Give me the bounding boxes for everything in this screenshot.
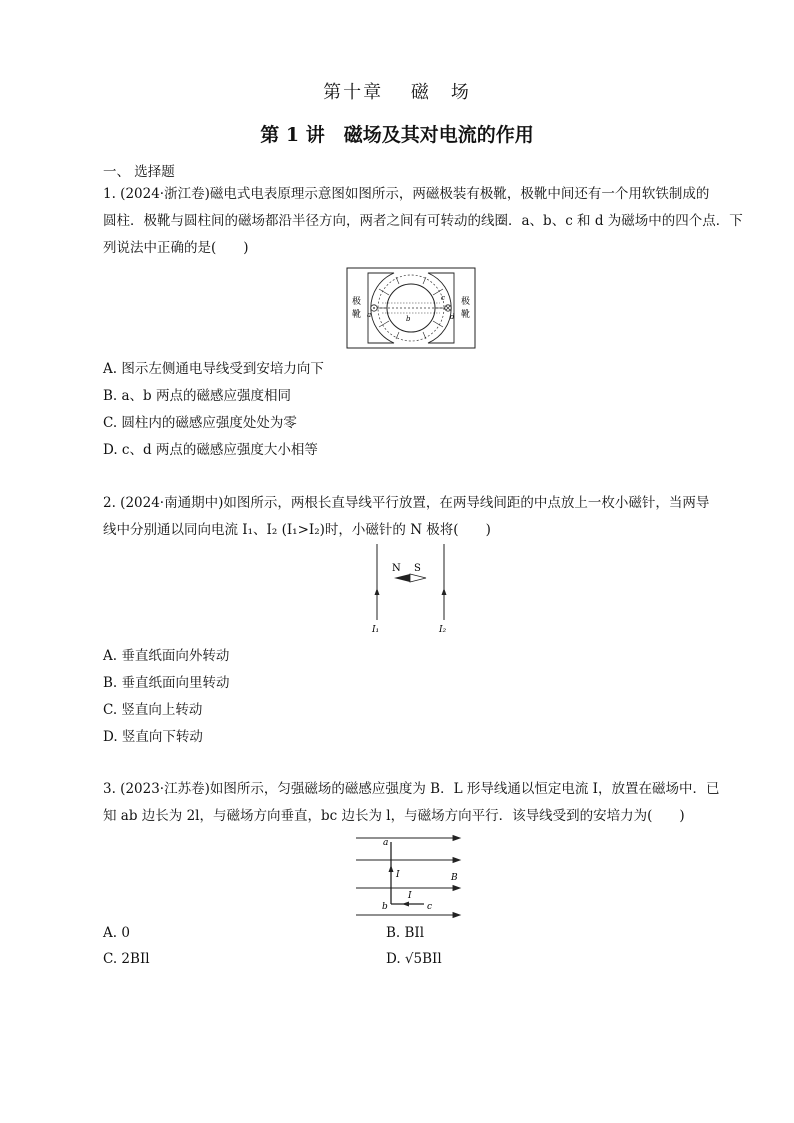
q3-option-b: B. BIl <box>386 925 425 941</box>
q3-current-arrow-vertical <box>389 865 394 872</box>
q2-current-arrow-2 <box>442 588 447 595</box>
chapter-title: 第十章 磁 场 <box>323 82 471 103</box>
q3-stem-line1: 3. (2023·江苏卷)如图所示，匀强磁场的磁感应强度为 B．L 形导线通以恒定电流 I，放置在磁场中．已 <box>103 781 720 797</box>
q1-option-d: D. c、d 两点的磁感应强度大小相等 <box>103 442 318 458</box>
q2-stem-line2: 线中分别通以同向电流 I₁、I₂ (I₁>I₂)时，小磁针的 N 极将( ) <box>103 522 491 538</box>
q2-label-i1: I₁ <box>372 625 380 635</box>
q1-meter-figure <box>346 267 476 349</box>
q3-option-a: A. 0 <box>103 925 130 941</box>
q3-label-i-horizontal: I <box>408 891 412 901</box>
q3-field-figure <box>356 832 466 922</box>
q1-left-pole-label-1: 极 <box>352 297 362 307</box>
q3-option-d: D. √5BIl <box>386 951 442 967</box>
q1-stem-line1: 1. (2024·浙江卷)磁电式电表原理示意图如图所示，两磁极装有极靴，极靴中间还有一个用软铁制成的 <box>103 186 710 202</box>
q1-point-a: a <box>367 311 372 319</box>
q3-current-arrow-horizontal <box>402 902 409 907</box>
q3-option-c: C. 2BIl <box>103 951 150 967</box>
q1-left-pole-label-2: 靴 <box>352 310 362 320</box>
section-heading: 一、 选择题 <box>103 164 175 180</box>
q1-option-b: B. a、b 两点的磁感应强度相同 <box>103 388 291 404</box>
q1-option-a: A. 图示左侧通电导线受到安培力向下 <box>103 361 324 377</box>
q2-option-d: D. 竖直向下转动 <box>103 729 203 745</box>
q3-stem-line2: 知 ab 边长为 2l，与磁场方向垂直，bc 边长为 l，与磁场方向平行．该导线受到的安培力为( ) <box>103 808 685 824</box>
q3-label-c: c <box>427 902 433 912</box>
q2-label-n: N <box>392 563 401 574</box>
lesson-title: 第 1 讲 磁场及其对电流的作用 <box>260 124 534 146</box>
q1-right-pole-label-2: 靴 <box>461 310 471 320</box>
q2-needle-north <box>394 574 410 582</box>
q1-stem-line3: 列说法中正确的是( ) <box>103 240 249 256</box>
q1-point-c: c <box>441 294 445 302</box>
q3-label-i-vertical: I <box>396 870 400 880</box>
q2-needle-south <box>410 574 426 582</box>
q1-stem-line2: 圆柱．极靴与圆柱间的磁场都沿半径方向，两者之间有可转动的线圈．a、b、c 和 d 为磁场中的四个点．下 <box>103 213 743 229</box>
q2-option-b: B. 垂直纸面向里转动 <box>103 675 230 691</box>
q2-stem-line1: 2. (2024·南通期中)如图所示，两根长直导线平行放置，在两导线间距的中点放上一枚小磁针，当两导 <box>103 495 710 511</box>
q1-point-d: d <box>450 313 455 321</box>
q3-label-b: b <box>382 902 388 912</box>
q2-option-c: C. 竖直向上转动 <box>103 702 203 718</box>
q2-wires-figure <box>360 544 460 636</box>
q3-label-b-field: B <box>451 873 458 883</box>
q2-current-arrow-1 <box>375 588 380 595</box>
q1-option-c: C. 圆柱内的磁感应强度处处为零 <box>103 415 297 431</box>
q2-label-i2: I₂ <box>439 625 447 635</box>
q1-iron-cylinder <box>387 284 435 332</box>
q1-right-pole-label-1: 极 <box>461 297 471 307</box>
q1-point-b: b <box>406 315 411 323</box>
q3-label-a: a <box>383 838 389 848</box>
q2-label-s: S <box>414 563 421 574</box>
q2-option-a: A. 垂直纸面向外转动 <box>103 648 230 664</box>
